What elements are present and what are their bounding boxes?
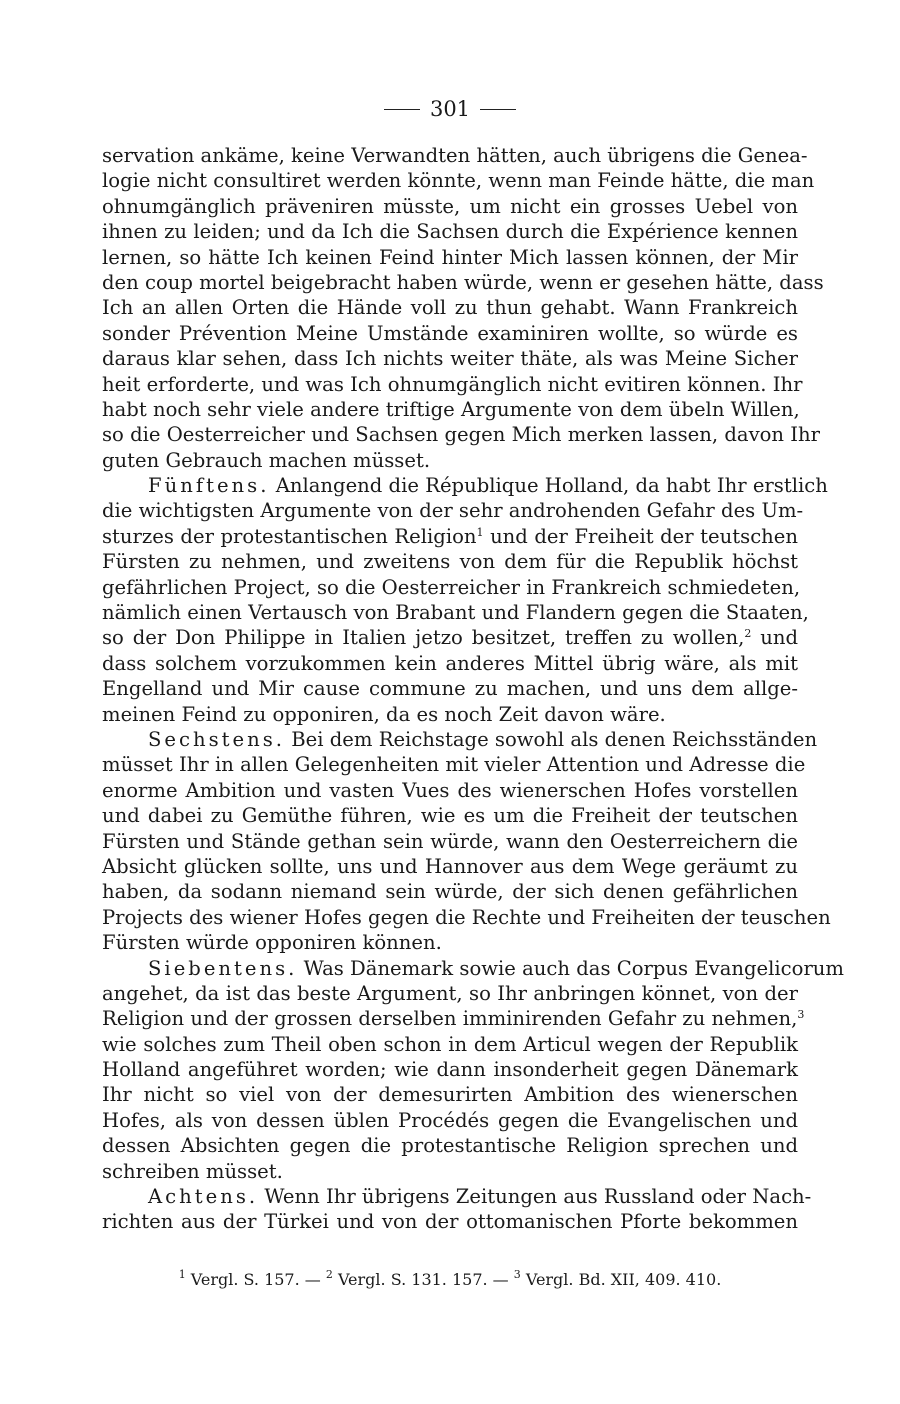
text-line <box>102 422 821 447</box>
footnote-mark: 2 <box>325 1268 333 1281</box>
footnote-text: Vergl. Bd. XII, 409. 410. <box>520 1270 722 1289</box>
line-text: so die Oesterreicher und Sachsen gegen Mich merken lassen, davon Ihr <box>102 423 821 447</box>
text-line <box>102 1006 805 1031</box>
footnote-separator: — <box>299 1270 326 1289</box>
line-text: die wichtigsten Argumente von der sehr androhenden Gefahr des Um- <box>102 499 804 523</box>
line-text: daraus klar sehen, dass Ich nichts weiter thäte, als was Meine Sicher <box>102 347 798 371</box>
line-text: Absicht glücken sollte, uns und Hannover aus dem Wege geräumt zu <box>102 854 798 878</box>
line-text: servation ankäme, keine Verwandten hätten, auch übrigens die Genea- <box>102 144 808 167</box>
footnote-mark: 3 <box>513 1268 521 1281</box>
line-text: Engelland und Mir cause commune zu machen, und uns dem allge- <box>102 677 798 701</box>
text-line <box>102 219 798 244</box>
footnotes <box>0 1270 900 1289</box>
text-line <box>102 270 824 295</box>
page-header <box>0 97 900 121</box>
line-text: guten Gebrauch machen müsset. <box>102 448 431 472</box>
line-text: sonder Prévention Meine Umstände examiniren wollte, so würde es <box>102 321 798 345</box>
text-line <box>102 1108 798 1133</box>
line-text: habt noch sehr viele andere triftige Argumente von dem übeln Willen, <box>102 397 800 421</box>
header-rule-right <box>480 109 516 110</box>
line-text: Hofes, als von dessen üblen Procédés gegen die Evangelischen und <box>102 1108 798 1132</box>
text-line <box>102 1032 798 1057</box>
line-text: lernen, so hätte Ich keinen Feind hinter Mich lassen können, der Mir <box>102 245 798 269</box>
section-heading: Fünftens. <box>148 474 270 498</box>
text-line <box>102 1082 798 1107</box>
text-line <box>102 168 815 193</box>
line-text: und dabei zu Gemüthe führen, wie es um die Freiheit der teutschen <box>102 804 798 828</box>
text-line <box>102 829 798 854</box>
line-text: dessen Absichten gegen die protestantische Religion sprechen und <box>102 1134 798 1158</box>
text-line <box>102 676 798 701</box>
line-text: meinen Feind zu opponiren, da es noch Zeit davon wäre. <box>102 702 666 726</box>
line-text: heit erforderte, und was Ich ohnumgänglich nicht evitiren können. Ihr <box>102 372 803 396</box>
line-text: Religion und der grossen derselben imminirenden Gefahr zu nehmen, <box>102 1007 798 1031</box>
text-line <box>102 346 798 371</box>
text-line <box>102 1209 798 1234</box>
line-text: Holland angeführet worden; wie dann insonderheit gegen Dänemark <box>102 1058 798 1082</box>
line-text: Fürsten zu nehmen, und zweitens von dem für die Republik höchst <box>102 550 798 574</box>
line-text: wie solches zum Theil oben schon in dem Articul wegen der Republik <box>102 1032 798 1056</box>
footnote-text: Vergl. S. 157. <box>185 1270 300 1289</box>
section-heading: Achtens. <box>148 1185 259 1209</box>
line-text: den coup mortel beigebracht haben würde, wenn er gesehen hätte, dass <box>102 270 824 294</box>
line-text-after: und der Freiheit der teutschen <box>483 524 799 548</box>
text-line <box>102 194 798 219</box>
line-text: ihnen zu leiden; und da Ich die Sachsen durch die Expérience kennen <box>102 220 798 244</box>
text-line <box>102 930 798 955</box>
footnote-text: Vergl. S. 131. 157. <box>332 1270 488 1289</box>
text-line <box>102 956 845 981</box>
text-line <box>102 575 801 600</box>
text-line <box>102 245 798 270</box>
line-text-after: und <box>751 626 799 650</box>
text-line <box>102 752 806 777</box>
line-text: Ihr nicht so viel von der demesurirten Ambition des wienerschen <box>102 1083 798 1107</box>
footnote-marker: 3 <box>797 1008 805 1022</box>
text-line <box>102 295 798 320</box>
line-text: Bei dem Reichstage sowohl als denen Reichsständen <box>285 727 818 751</box>
text-line <box>102 549 798 574</box>
line-text: haben, da sodann niemand sein würde, der sich denen gefährlichen <box>102 880 798 904</box>
section-heading: Sechstens. <box>148 727 286 751</box>
line-text: Projects des wiener Hofes gegen die Rechte und Freiheiten der teuschen <box>102 905 831 929</box>
text-line <box>102 1133 798 1158</box>
line-text: Ich an allen Orten die Hände voll zu thun gehabt. Wann Frankreich <box>102 296 798 320</box>
footnote-separator: — <box>487 1270 514 1289</box>
line-text: gefährlichen Project, so die Oesterreicher in Frankreich schmiedeten, <box>102 575 801 599</box>
line-text: müsset Ihr in allen Gelegenheiten mit vieler Attention und Adresse die <box>102 753 806 777</box>
section-heading: Siebentens. <box>148 956 298 980</box>
line-text: enorme Ambition und vasten Vues des wienerschen Hofes vorstellen <box>102 778 798 802</box>
text-line <box>102 448 798 473</box>
line-text: schreiben müsset. <box>102 1159 283 1183</box>
text-line <box>102 372 803 397</box>
text-line <box>102 727 818 752</box>
text-line <box>102 651 798 676</box>
text-line <box>102 143 808 168</box>
text-line <box>102 1159 798 1184</box>
line-text: angehet, da ist das beste Argument, so Ihr anbringen könnet, von der <box>102 981 798 1005</box>
line-text: Was Dänemark sowie auch das Corpus Evangelicorum <box>297 956 845 980</box>
line-text: Wenn Ihr übrigens Zeitungen aus Russland oder Nach- <box>258 1185 812 1209</box>
line-text: Fürsten würde opponiren können. <box>102 931 442 955</box>
text-line <box>102 321 798 346</box>
body-text <box>102 143 845 1235</box>
line-text: ohnumgänglich präveniren müsste, um nicht ein grosses Uebel von <box>102 194 798 218</box>
text-line <box>102 879 798 904</box>
line-text: so der Don Philippe in Italien jetzo besitzet, treffen zu wollen, <box>102 626 745 650</box>
text-line <box>102 702 798 727</box>
text-line <box>102 600 809 625</box>
line-text: logie nicht consultiret werden könnte, wenn man Feinde hätte, die man <box>102 169 815 193</box>
line-text: dass solchem vorzukommen kein anderes Mittel übrig wäre, als mit <box>102 651 798 675</box>
line-text: richten aus der Türkei und von der ottomanischen Pforte bekommen <box>102 1210 798 1234</box>
text-line <box>102 778 798 803</box>
footnote-marker: 1 <box>476 525 484 539</box>
page-number: 301 <box>429 97 471 121</box>
text-line <box>102 524 798 549</box>
text-line <box>102 473 828 498</box>
text-line <box>102 981 798 1006</box>
text-line <box>102 498 804 523</box>
line-text: Anlangend die République Holland, da habt Ihr erstlich <box>269 474 828 498</box>
text-line <box>102 397 798 422</box>
line-text: Fürsten und Stände gethan sein würde, wann den Oesterreichern die <box>102 829 798 853</box>
line-text: nämlich einen Vertausch von Brabant und Flandern gegen die Staaten, <box>102 601 809 625</box>
footnote-mark: 1 <box>178 1268 186 1281</box>
text-line <box>102 803 798 828</box>
footnote-marker: 2 <box>744 627 752 641</box>
line-text: sturzes der protestantischen Religion <box>102 524 477 548</box>
text-line <box>102 1184 812 1209</box>
text-line <box>102 905 831 930</box>
text-line <box>102 854 798 879</box>
text-line <box>102 625 798 650</box>
text-line <box>102 1057 798 1082</box>
header-rule-left <box>384 109 420 110</box>
